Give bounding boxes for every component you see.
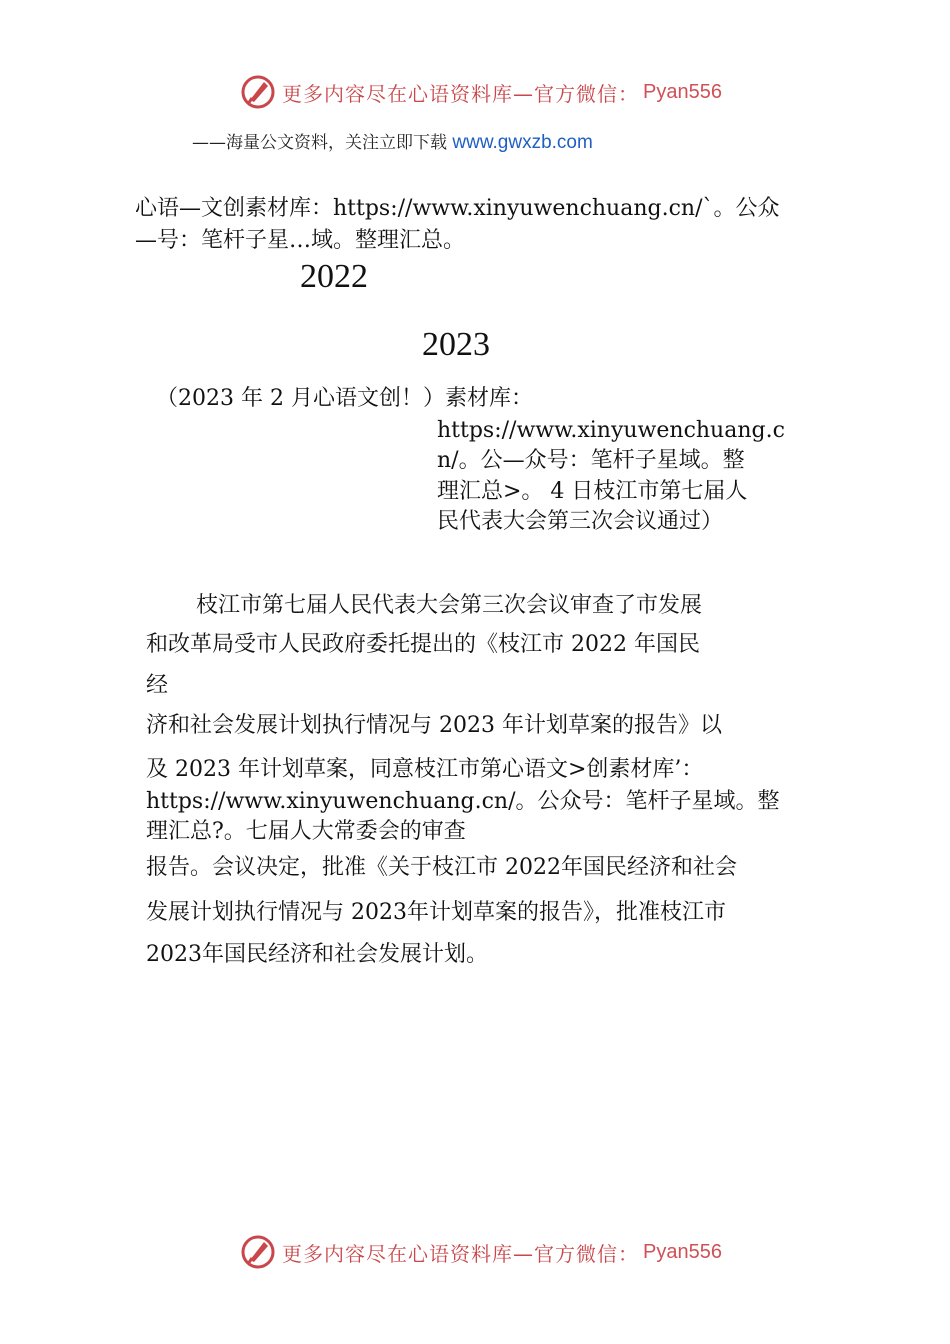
header-banner xyxy=(240,72,722,112)
body-line-1: 枝江市第七届人民代表大会第三次会议审查了市发展 xyxy=(196,593,703,618)
gwxzb-link[interactable]: www.gwxzb.com xyxy=(452,132,593,153)
body-line-6: https://www.xinyuwenchuang.cn/。公众号：笔杆子星域。整 xyxy=(146,789,780,814)
subline-prefix: ——海量公文资料，关注立即下载 xyxy=(192,133,447,153)
header-line-1: 心语—文创素材库：https://www.xinyuwenchuang.cn/`。公众 xyxy=(135,196,780,221)
adoption-line-4: 理汇总>。 4 日枝江市第七届人 xyxy=(437,479,748,504)
year-2022: 2022 xyxy=(300,258,368,295)
adoption-line-2: https://www.xinyuwenchuang.c xyxy=(437,418,785,443)
banner-wechat-id: Pyan556 xyxy=(643,1240,722,1263)
body-line-7: 理汇总?。七届人大常委会的审查 xyxy=(146,819,466,844)
footer-banner xyxy=(240,1232,722,1272)
year-2023: 2023 xyxy=(422,326,490,363)
body-line-8: 报告。会议决定，批准《关于枝江市 2022年国民经济和社会 xyxy=(146,855,737,880)
adoption-line-1: （2023 年 2 月心语文创！）素材库： xyxy=(156,386,533,411)
pen-seal-logo-icon xyxy=(240,74,276,110)
body-line-9: 发展计划执行情况与 2023年计划草案的报告》，批准枝江市 xyxy=(146,900,726,925)
header-line-2: —号：笔杆子星…域。整理汇总。 xyxy=(135,228,466,253)
body-line-10: 2023年国民经济和社会发展计划。 xyxy=(146,942,488,967)
body-line-4: 济和社会发展计划执行情况与 2023 年计划草案的报告》以 xyxy=(146,713,722,738)
pen-seal-logo-icon xyxy=(240,1234,276,1270)
body-line-2: 和改革局受市人民政府委托提出的《枝江市 2022 年国民 xyxy=(146,632,700,657)
banner-text: 更多内容尽在心语资料库—官方微信： xyxy=(282,1241,639,1266)
subline xyxy=(192,128,593,154)
banner-text: 更多内容尽在心语资料库—官方微信： xyxy=(282,81,639,106)
adoption-line-5: 民代表大会第三次会议通过） xyxy=(437,509,724,534)
body-line-5: 及 2023 年计划草案，同意枝江市第心语文>创素材库’： xyxy=(146,757,704,782)
body-line-3: 经 xyxy=(146,673,169,698)
banner-wechat-id: Pyan556 xyxy=(643,80,722,103)
adoption-line-3: n/。公—众号：笔杆子星域。整 xyxy=(437,448,745,473)
